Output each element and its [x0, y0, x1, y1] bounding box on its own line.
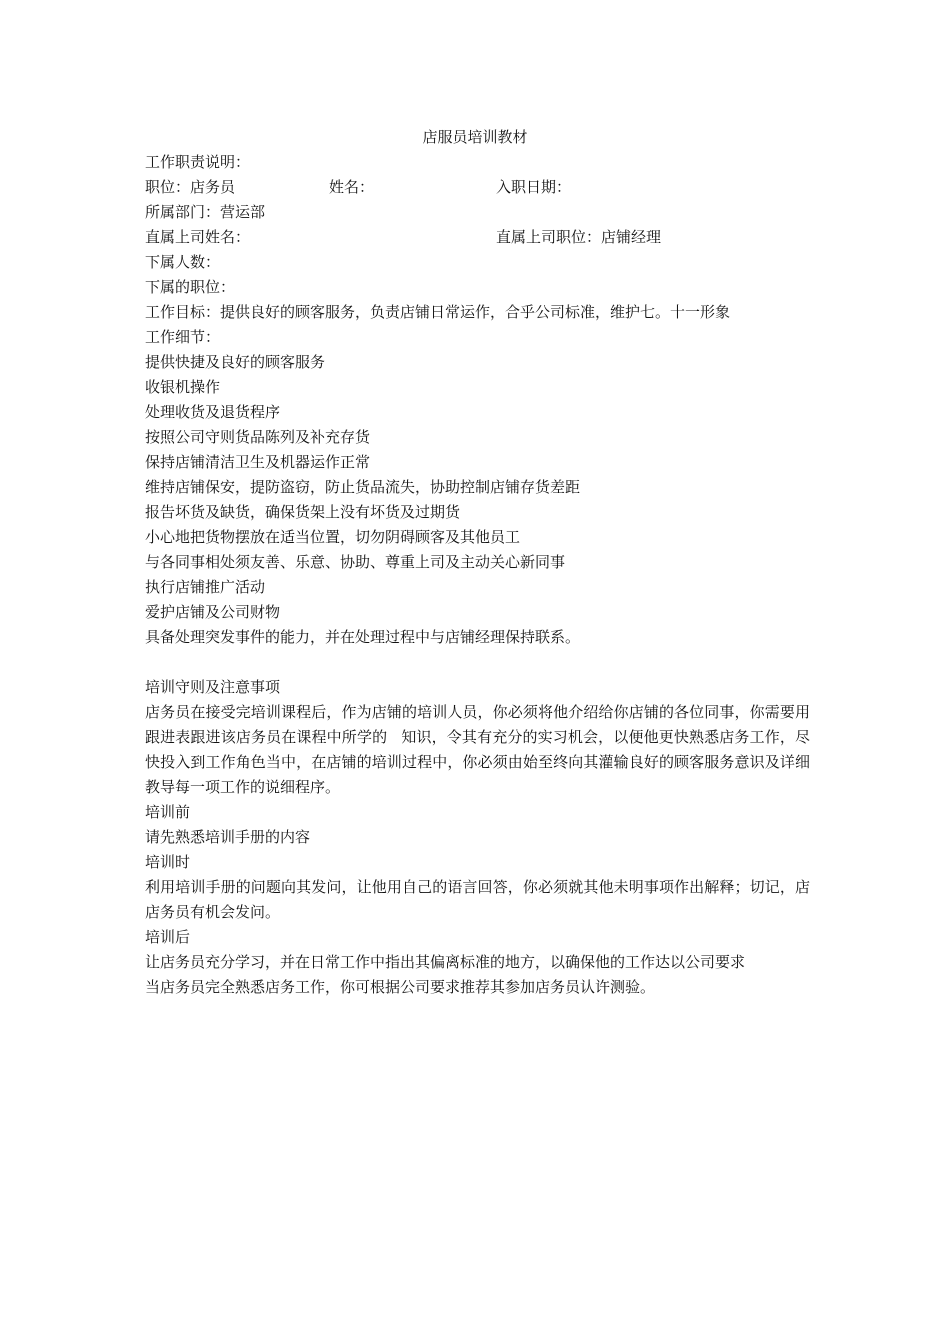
list-item: 执行店铺推广活动	[145, 578, 266, 596]
hire-date-label: 入职日期：	[496, 178, 572, 196]
document-title: 店服员培训教材	[422, 128, 528, 146]
during-training-text: 利用培训手册的问题向其发问，让他用自己的语言回答，你必须就其他未明事项作出解释；切记，店店务员有机会发问。	[145, 878, 810, 921]
supervisor-name-label: 直属上司姓名：	[145, 228, 251, 246]
job-description-heading: 工作职责说明：	[145, 153, 251, 171]
position-row	[145, 175, 810, 200]
job-objective: 工作目标：提供良好的顾客服务，负责店铺日常运作，合乎公司标准，维护七。十一形象	[145, 303, 731, 321]
job-details-heading: 工作细节：	[145, 328, 221, 346]
supervisor-row	[145, 225, 810, 250]
list-item: 具备处理突发事件的能力，并在处理过程中与店铺经理保持联系。	[145, 628, 581, 646]
name-label: 姓名：	[329, 178, 375, 196]
before-training-heading: 培训前	[145, 803, 191, 821]
department-label: 所属部门：营运部	[145, 203, 266, 221]
list-item: 收银机操作	[145, 378, 221, 396]
list-item: 维持店铺保安，提防盗窃，防止货品流失，协助控制店铺存货差距	[145, 478, 581, 496]
document-body	[145, 150, 810, 1000]
training-intro-part-a: 店务员在接受完培训课程后，作为店铺的培训人员，你必须将他介绍给你店铺的各位同事，你需要用跟进表跟进该店务员在课程中所学的	[145, 703, 810, 746]
job-details-list	[145, 350, 810, 650]
after-training-text-2: 当店务员完全熟悉店务工作，你可根据公司要求推荐其参加店务员认许测验。	[145, 978, 656, 996]
list-item: 按照公司守则货品陈列及补充存货	[145, 428, 371, 446]
position-label: 职位：店务员	[145, 178, 236, 196]
list-item: 爱护店铺及公司财物	[145, 603, 281, 621]
list-item: 处理收货及退货程序	[145, 403, 281, 421]
training-intro-part-b: 知识，令其有充分的实习机会，以便他更快熟悉店务工作，尽快投入到工作角色当中，在店铺的培训过程中，你必须由始至终向其灌输良好的顾客服务意识及详细教导每一项工作的说细程序。	[145, 728, 810, 796]
list-item: 报告坏货及缺货，确保货架上没有坏货及过期货	[145, 503, 461, 521]
list-item: 与各同事相处须友善、乐意、协助、尊重上司及主动关心新同事	[145, 553, 566, 571]
subordinate-position-label: 下属的职位：	[145, 278, 236, 296]
during-training-heading: 培训时	[145, 853, 191, 871]
training-rules-heading: 培训守则及注意事项	[145, 678, 281, 696]
list-item: 保持店铺清洁卫生及机器运作正常	[145, 453, 371, 471]
list-item: 提供快捷及良好的顾客服务	[145, 353, 326, 371]
spacer	[145, 650, 810, 675]
after-training-heading: 培训后	[145, 928, 191, 946]
list-item: 小心地把货物摆放在适当位置，切勿阴碍顾客及其他员工	[145, 528, 521, 546]
subordinate-count-label: 下属人数：	[145, 253, 221, 271]
supervisor-position-label: 直属上司职位：店铺经理	[496, 228, 662, 246]
training-intro-paragraph	[145, 700, 810, 800]
after-training-text-1: 让店务员充分学习，并在日常工作中指出其偏离标准的地方，以确保他的工作达以公司要求	[145, 953, 746, 971]
before-training-text: 请先熟悉培训手册的内容	[145, 828, 311, 846]
